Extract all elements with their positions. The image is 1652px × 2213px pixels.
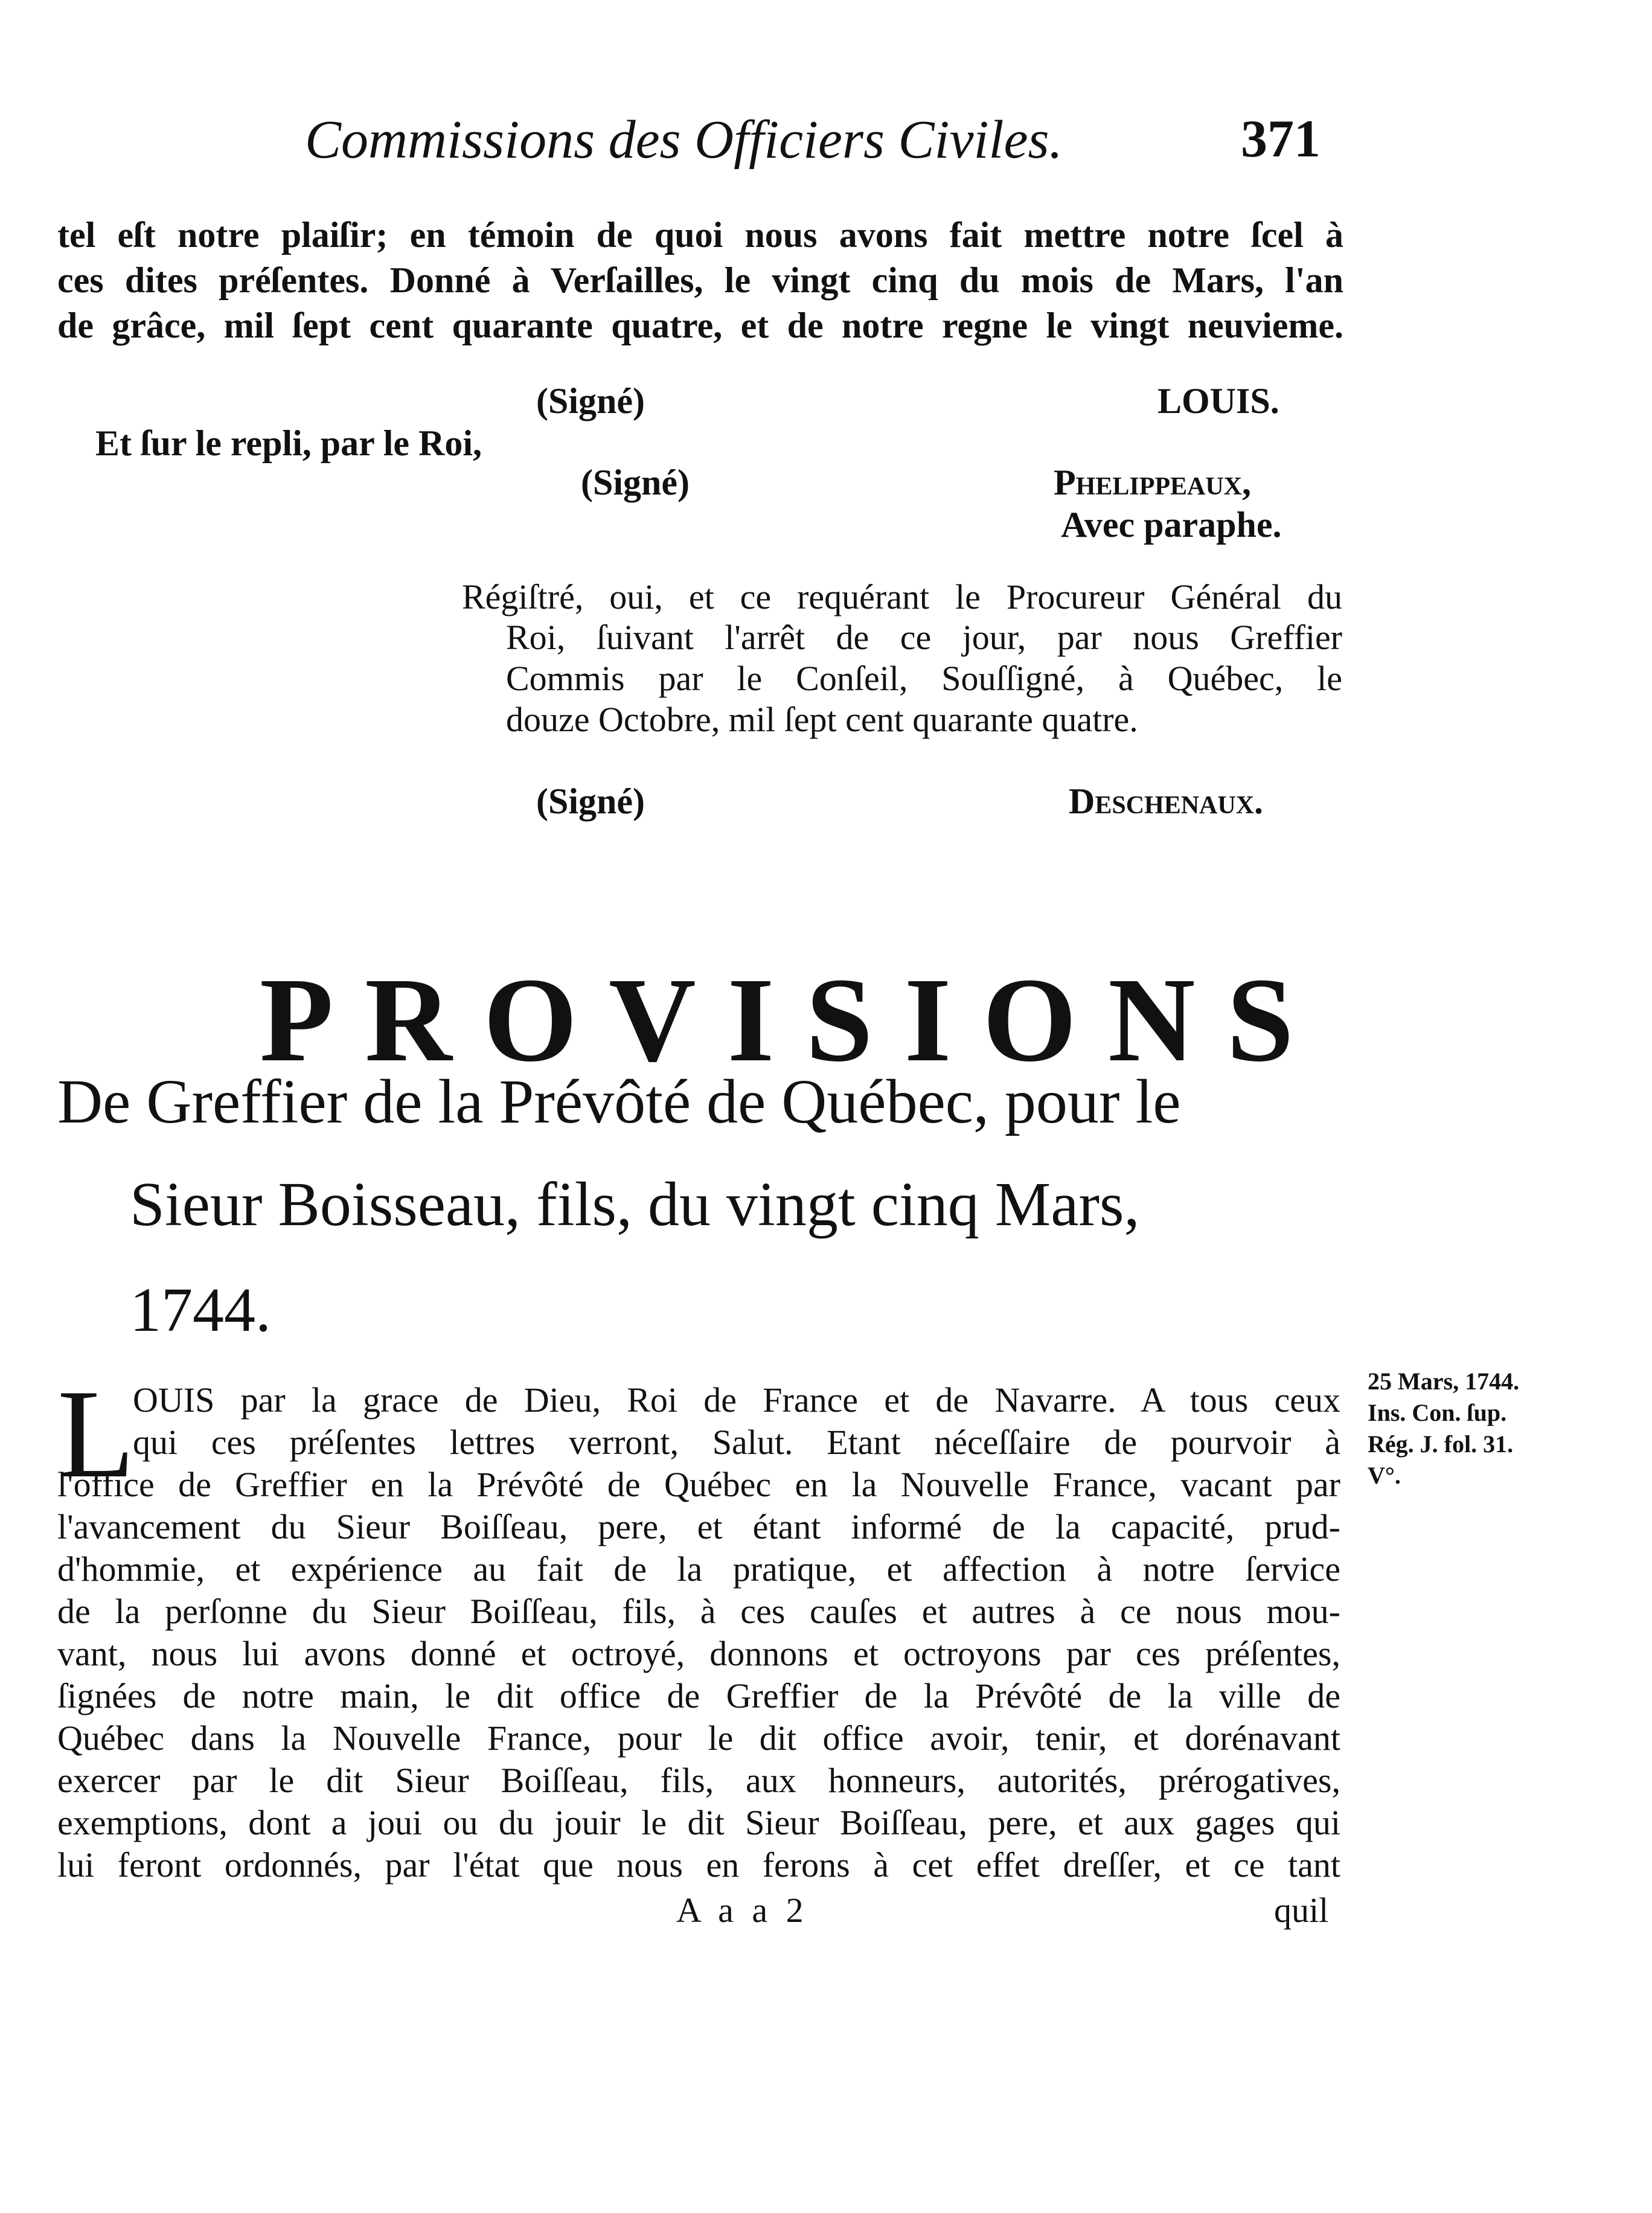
body-line-10: exercer par le dit Sieur Boiſſeau, fils, aux honneurs, autorités, prérogatives, bbox=[57, 1761, 1340, 1800]
phelippeaux-signature: Phelippeaux, bbox=[1054, 463, 1252, 502]
louis-signature: LOUIS. bbox=[1157, 381, 1279, 421]
page-number: 371 bbox=[1241, 110, 1321, 168]
body-line-5: d'hommie, et expérience au fait de la pratique, et affection à notre ſervice bbox=[57, 1549, 1340, 1589]
catchword: quil bbox=[1274, 1891, 1329, 1930]
body-line-12: lui feront ordonnés, par l'état que nous en ferons à cet effet dreſſer, et ce tant bbox=[57, 1845, 1340, 1885]
paraphe-line: Avec paraphe. bbox=[1061, 505, 1282, 545]
body-line-1: OUIS par la grace de Dieu, Roi de France et de Navarre. A tous ceux bbox=[133, 1380, 1340, 1420]
body-line-7: vant, nous lui avons donné et octroyé, donnons et octroyons par ces préſentes, bbox=[57, 1634, 1340, 1673]
margin-note-line-2: Ins. Con. ſup. bbox=[1368, 1399, 1507, 1426]
body-line-2: qui ces préſentes lettres verront, Salut. Etant néceſſaire de pourvoir à bbox=[133, 1423, 1340, 1462]
body-line-9: Québec dans la Nouvelle France, pour le dit office avoir, tenir, et dorénavant bbox=[57, 1718, 1340, 1758]
registration-line-4: douze Octobre, mil ſept cent quarante quatre. bbox=[506, 700, 1138, 739]
body-line-11: exemptions, dont a joui ou du jouir le dit Sieur Boiſſeau, pere, et aux gages qui bbox=[57, 1803, 1340, 1842]
signe-label-2: (Signé) bbox=[581, 463, 690, 502]
closing-line-1: tel eſt notre plaiſir; en témoin de quoi nous avons fait mettre notre ſcel à bbox=[57, 215, 1343, 255]
body-line-8: ſignées de notre main, le dit office de Greffier de la Prévôté de la ville de bbox=[57, 1676, 1340, 1715]
deschenaux-signature: Deschenaux. bbox=[1069, 781, 1264, 821]
closing-line-2: ces dites préſentes. Donné à Verſailles, le vingt cinq du mois de Mars, l'an bbox=[57, 260, 1343, 300]
body-line-6: de la perſonne du Sieur Boiſſeau, fils, à ces cauſes et autres à ce nous mou- bbox=[57, 1592, 1340, 1631]
running-title: Commissions des Officiers Civiles. bbox=[305, 110, 1063, 170]
registration-line-3: Commis par le Conſeil, Souſſigné, à Québec, le bbox=[506, 659, 1342, 698]
signature-mark: A a a 2 bbox=[676, 1891, 808, 1930]
drop-cap: L bbox=[57, 1364, 135, 1504]
body-line-4: l'avancement du Sieur Boiſſeau, pere, et étant informé de la capacité, prud- bbox=[57, 1507, 1340, 1546]
registration-line-1: Régiſtré, oui, et ce requérant le Procureur Général du bbox=[462, 577, 1342, 617]
signe-label-1: (Signé) bbox=[536, 381, 645, 421]
registration-line-2: Roi, ſuivant l'arrêt de ce jour, par nous Greffier bbox=[506, 618, 1342, 657]
repli-line: Et ſur le repli, par le Roi, bbox=[95, 423, 482, 463]
provisions-subtitle-1: De Greffier de la Prévôté de Québec, pour le bbox=[57, 1067, 1181, 1136]
margin-note-line-1: 25 Mars, 1744. bbox=[1368, 1368, 1520, 1395]
provisions-title: PROVISIONS bbox=[260, 953, 1325, 1087]
registration-signe-label: (Signé) bbox=[536, 781, 645, 821]
margin-note-line-3: Rég. J. fol. 31. bbox=[1368, 1430, 1514, 1458]
margin-note bbox=[1368, 1366, 1519, 1491]
margin-note-line-4: V°. bbox=[1368, 1462, 1401, 1489]
provisions-subtitle-3: 1744. bbox=[130, 1275, 271, 1345]
provisions-subtitle-2: Sieur Boisseau, fils, du vingt cinq Mars, bbox=[130, 1170, 1140, 1239]
body-line-3: l'office de Greffier en la Prévôté de Québec en la Nouvelle France, vacant par bbox=[57, 1465, 1340, 1504]
closing-line-3: de grâce, mil ſept cent quarante quatre, et de notre regne le vingt neuvieme. bbox=[57, 306, 1343, 345]
